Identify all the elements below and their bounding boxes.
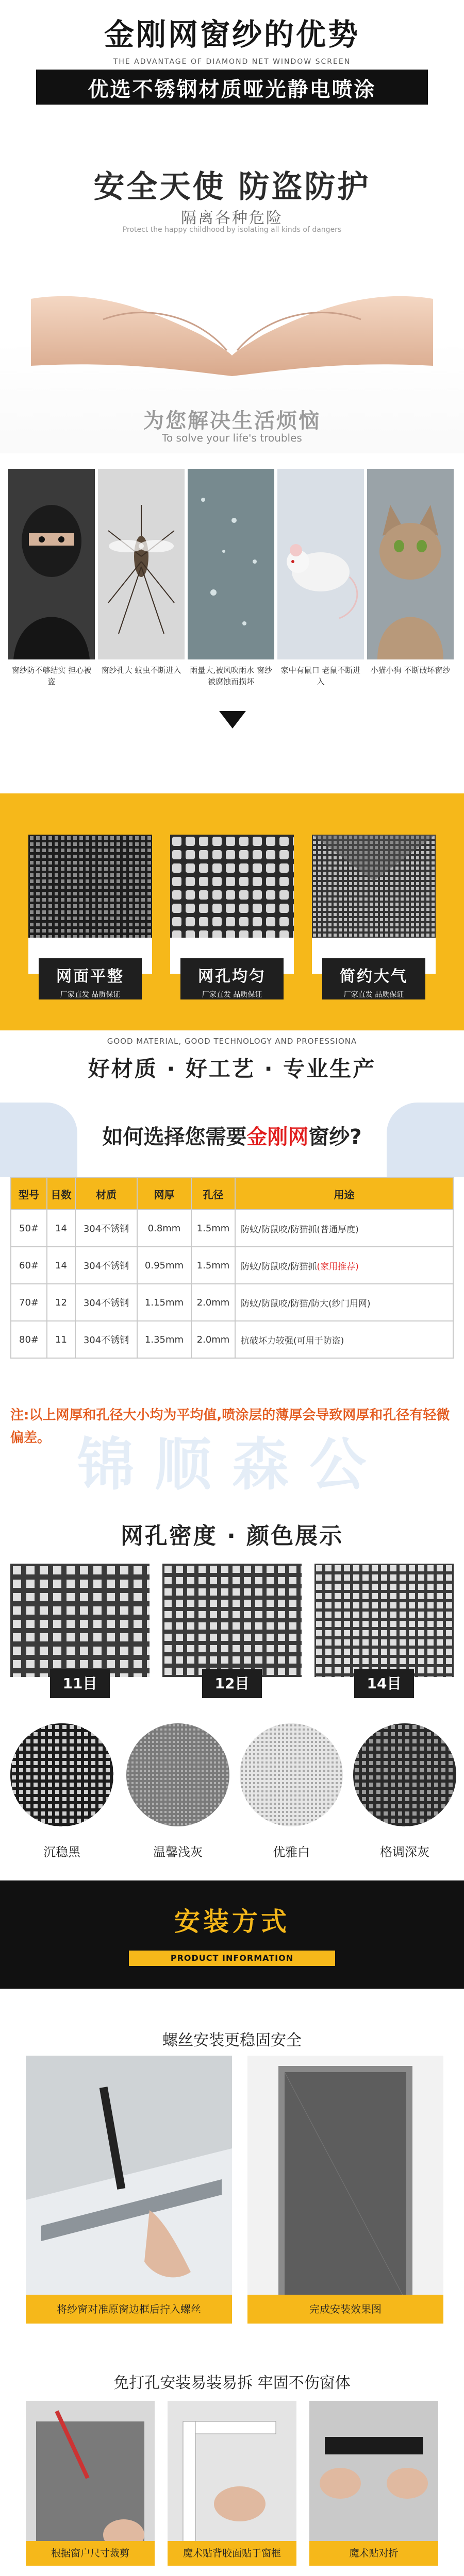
problem-caption-cat: 小猫小狗 不断破坏窗纱: [370, 666, 451, 675]
table-header-row: [11, 1178, 453, 1210]
problem-caption-thief: 窗纱防不够结实 担心被盗: [11, 666, 92, 686]
feature-label-uniform: [180, 958, 284, 999]
cell-use: [235, 1247, 453, 1284]
hero-title: 金刚网窗纱的优势: [104, 17, 360, 52]
mesh-simple-image: [312, 835, 436, 938]
mesh-count-badge: 12目: [202, 1669, 262, 1698]
problem-caption-mosquito: 窗纱孔大 蚊虫不断进入: [101, 666, 181, 675]
cell-mesh: 11: [47, 1321, 75, 1358]
feature-card-uniform: [170, 835, 294, 999]
safety-angel-english: Protect the happy childhood by isolating all kinds of dangers: [122, 226, 342, 234]
cell-hole: 1.5mm: [191, 1210, 235, 1247]
arrow-down-icon: [219, 711, 246, 728]
recommended-tag: (家用推荐): [317, 1261, 359, 1272]
cell-thickness: 1.35mm: [137, 1321, 191, 1358]
screw-install-section: [0, 1989, 464, 2360]
install-english: PRODUCT INFORMATION: [170, 1953, 294, 1963]
cell-use: [235, 1284, 453, 1321]
table-row: [11, 1321, 453, 1358]
mesh-12-image: [162, 1564, 302, 1677]
install-title: 安装方式: [174, 1907, 290, 1937]
use-text: 防蚊/防鼠咬/防猫抓: [241, 1261, 317, 1272]
feature-card-simple: [312, 835, 436, 999]
feature-card-flat: [28, 835, 152, 999]
column-header: 材质: [75, 1178, 137, 1210]
column-header: 目数: [47, 1178, 75, 1210]
velcro-step-caption: 根据窗户尺寸裁剪: [26, 2541, 155, 2566]
solve-troubles-english: To solve your life's troubles: [162, 432, 302, 444]
choose-title: [0, 1121, 464, 1150]
velcro-install-section: [0, 2360, 464, 2576]
rain-window-image: [188, 469, 274, 659]
color-swatch-light-gray: [126, 1723, 229, 1826]
cell-model: 50#: [11, 1210, 47, 1247]
watermark: 锦顺森公: [77, 1432, 387, 1497]
choose-prefix: 如何选择您需要: [102, 1125, 247, 1149]
mosquito-image: [98, 469, 185, 659]
spec-note: 注:以上网厚和孔径大小均为平均值,喷涂层的薄厚会导致网厚和孔径有轻微偏差。: [10, 1408, 450, 1446]
problem-caption-rain: 雨量大,被风吹雨水 窗纱被腐蚀而损坏: [190, 666, 272, 686]
column-header: 孔径: [191, 1178, 235, 1210]
problem-caption-mouse: 家中有鼠口 老鼠不断进入: [280, 666, 361, 686]
solve-troubles-title: 为您解决生活烦恼: [143, 409, 321, 433]
screw-install-title: 螺丝安装更稳固安全: [162, 2031, 302, 2049]
thief-image: [8, 469, 95, 659]
cat-image: [367, 469, 454, 659]
velcro-step-caption: 魔术贴对折: [309, 2541, 438, 2566]
hero-subtitle: 优选不锈钢材质哑光静电喷涂: [88, 78, 376, 101]
feature-label-simple: [322, 958, 425, 999]
safety-angel-title: 安全天使 防盗防护: [93, 169, 371, 205]
column-header: 用途: [235, 1178, 453, 1210]
cell-material: 304不锈钢: [75, 1210, 137, 1247]
color-name: 优雅白: [273, 1845, 310, 1859]
spec-table: [10, 1177, 454, 1359]
feature-title: 网孔均匀: [198, 968, 266, 986]
quality-title: 好材质 · 好工艺 · 专业生产: [88, 1056, 376, 1081]
feature-subtitle: 厂家直发 品质保证: [202, 991, 262, 999]
mouse-image: [277, 469, 364, 659]
column-header: 型号: [11, 1178, 47, 1210]
color-swatch-white: [240, 1723, 343, 1826]
cell-model: 70#: [11, 1284, 47, 1321]
cell-mesh: 14: [47, 1247, 75, 1284]
screw-install-caption: 将纱窗对准原窗边框后拧入螺丝: [26, 2295, 232, 2324]
density-section: [0, 1497, 464, 1880]
color-name: 沉稳黑: [43, 1845, 80, 1859]
features-section: [0, 793, 464, 1030]
screw-install-photo: [26, 2056, 232, 2324]
cell-thickness: 1.15mm: [137, 1284, 191, 1321]
cell-thickness: 0.95mm: [137, 1247, 191, 1284]
cell-material: 304不锈钢: [75, 1321, 137, 1358]
feature-label-flat: [39, 958, 142, 999]
hero-english-subtitle: THE ADVANTAGE OF DIAMOND NET WINDOW SCREEN: [113, 58, 351, 66]
finished-install-caption: 完成安装效果图: [247, 2295, 443, 2324]
install-header-section: [0, 1880, 464, 1989]
use-text: 抗破坏力较强(可用于防盗): [241, 1335, 344, 1346]
density-title: 网孔密度 · 颜色展示: [120, 1523, 344, 1549]
finished-install-photo: [247, 2056, 443, 2324]
table-row: [11, 1247, 453, 1284]
choose-brand: 金刚网: [246, 1125, 309, 1149]
use-text: 防蚊/防鼠咬/防猫抓(普通厚度): [241, 1224, 359, 1235]
cell-material: 304不锈钢: [75, 1284, 137, 1321]
feature-subtitle: 厂家直发 品质保证: [343, 991, 404, 999]
velcro-install-title: 免打孔安装易装易拆 牢固不伤窗体: [113, 2374, 351, 2392]
use-text: 防蚊/防鼠咬/防猫/防大(纱门用网): [241, 1298, 371, 1309]
feature-title: 网面平整: [56, 968, 124, 986]
color-name: 温馨浅灰: [153, 1845, 203, 1859]
cell-material: 304不锈钢: [75, 1247, 137, 1284]
cell-hole: 2.0mm: [191, 1321, 235, 1358]
cell-hole: 1.5mm: [191, 1247, 235, 1284]
mesh-flat-image: [28, 835, 152, 938]
table-row: [11, 1284, 453, 1321]
mesh-count-badge: 14目: [354, 1669, 414, 1698]
cell-mesh: 14: [47, 1210, 75, 1247]
mesh-uniform-image: [170, 835, 294, 938]
color-swatch-black: [10, 1723, 113, 1826]
cell-hole: 2.0mm: [191, 1284, 235, 1321]
mesh-count-badge: 11目: [50, 1669, 110, 1698]
cell-use: [235, 1321, 453, 1358]
color-swatch-dark-gray: [353, 1723, 456, 1826]
safety-angel-subtitle: 隔离各种危险: [181, 209, 283, 227]
choose-suffix: 窗纱?: [308, 1125, 362, 1149]
spec-section: [0, 1177, 464, 1497]
cell-thickness: 0.8mm: [137, 1210, 191, 1247]
feature-subtitle: 厂家直发 品质保证: [60, 991, 121, 999]
column-header: 网厚: [137, 1178, 191, 1210]
table-row: [11, 1210, 453, 1247]
mesh-14-image: [314, 1564, 454, 1677]
velcro-step-caption: 魔术贴背胶面贴于窗框: [168, 2541, 296, 2566]
cell-model: 80#: [11, 1321, 47, 1358]
mesh-11-image: [10, 1564, 150, 1677]
cell-model: 60#: [11, 1247, 47, 1284]
cell-mesh: 12: [47, 1284, 75, 1321]
quality-english: GOOD MATERIAL, GOOD TECHNOLOGY AND PROFESSIONA: [107, 1037, 357, 1046]
cell-use: [235, 1210, 453, 1247]
color-name: 格调深灰: [380, 1845, 429, 1859]
problems-section: [0, 453, 464, 742]
feature-title: 简约大气: [340, 968, 408, 986]
